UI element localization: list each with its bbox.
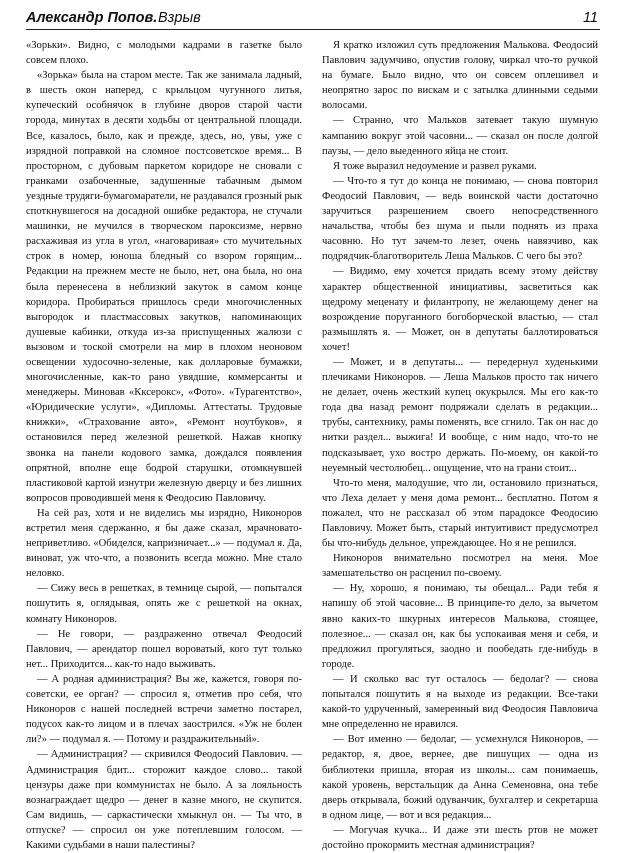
- left-column: [26, 38, 302, 851]
- paragraph: — Ну, хорошо, я понимаю, ты обещал... Ради тебя я напишу об этой часовне... В принципе-то дело, за вычетом явно каких-то шкурных интересов Малькова, стоящее, полезное... — сказал он, как бы успокаивая меня и себя, и предложил прогуляться, заодно и пообедать где-нибудь в городе.: [322, 583, 598, 670]
- paragraph: — Могучая кучка... И даже эти шесть ртов не может достойно прокормить местная администрация?: [322, 824, 598, 851]
- paragraph: — Что-то я тут до конца не понимаю, — снова повторил Феодосий Павлович, — ведь воинской части достаточно заручиться разрешением своего непосредственного начальства, чтобы без шума и пыли поднять из праха часовню. Но тут зачем-то лезет, очень навязчиво, как подрядчик-благотворитель Леша Мальков. С чего бы это?: [322, 175, 598, 263]
- paragraph: На сей раз, хотя и не виделись мы изрядно, Никоноров встретил меня сдержанно, я бы даже сказал, мрачновато-неприветливо. «Обиделся, капризничает...» — подумал я. Да, виноват, уж что-что, а позвонить всегда можно. Мне стало неловко.: [26, 507, 302, 580]
- header-rule: [26, 29, 600, 30]
- paragraph: — Сижу весь в решетках, в темнице сырой, — попытался пошутить я, оглядывая, опять же с решеткой на окнах, комнату Никоноров.: [26, 583, 302, 625]
- running-head-author: Александр Попов.: [26, 10, 158, 26]
- paragraph: Что-то меня, малодушие, что ли, остановило признаться, что Леха делает у меня дома ремонт... бесплатно. Потом я пожалел, что не рассказал об этом парадоксе Феодосию Павловичу. Может быть, старый интуитивист предусмотрел бы что-нибудь дельное, упреждающее. Но я не решился.: [322, 477, 598, 550]
- paragraph: «Зорьки». Видно, с молодыми кадрами в газетке было совсем плохо.: [26, 40, 302, 67]
- paragraph: «Зорька» была на старом месте. Так же занимала ладный, в шесть окон наперед, с крыльцом чугунного литья, купеческий особнячок в глубине дворов старой части города, минутах в десяти ходьбы от центральной площади. Все, казалось, было, как и прежде, здесь, но, увы, уже с изрядной поправкой на сломное постсоветское время... В просторном, с дубовым паркетом коридоре не сновали с гранками озабоченные, задушенные табачным дымом уездные трудяги-бумагомаратели, не раздавался грозный рык споткнувшегося на досадной ошибке редактора, не стучали машинки, не мучился в творческом пароксизме, нервно расхаживая из угла в угол, «наговаривая» сто мучительных строк в номер, юноша бледный со взором горящим... Редакции на прежнем месте не было, нет, она была, но она была перенесена в неблизкий закуток в самом конце коридора. Пробираться пришлось среди многочисленных выгородок и пластмассовых закутков, напоминающих душевые кабинки, откуда из-за приспущенных жалюзи с вызовом и тоской смотрели на мир в плохом неоновом освещении худосочно-зеленые, как долларовые бумажки, многочисленные, как-то рано увядшие, коммерсанты и менеджеры. Миновав «Кксерокс», «Фото». «Турагентство», «Юридические услуги», «Дипломы. Аттестаты. Трудовые книжки», «Страхование авто», «Ремонт ноутбуков», я остановился перед железной решеткой. Нажав кнопку звонка на панели кодового замка, дождался появления опрятной, вполне еще бодрой старушки, отомкнувшей пластиковой картой изнутри железную дверцу и без лишних вопросов проводившей меня к Феодосию Павловичу.: [26, 70, 302, 504]
- paragraph: — И сколько вас тут осталось — бедолаг? — снова попытался пошутить я на выходе из редакции. Все-таки какой-то удрученный, замеренный вид Феодосия Павловича мне определенно не нравился.: [322, 673, 598, 731]
- running-head-title: Взрыв: [158, 10, 201, 26]
- right-column: [322, 38, 598, 851]
- page-header: [26, 6, 600, 30]
- paragraph: Я тоже выразил недоумение и развел руками.: [333, 160, 537, 172]
- paragraph: — Администрация? — скривился Феодосий Павлович. — Администрация бдит... сторожит каждое слово... такой цензуры даже при коммунистах не было. А за лояльность вознаграждает щедро — денег в казне много, не скупится. Сам видишь, — саркастически хмыкнул он. — Ты что, в отпуске? — спросил он уже потеплевшим голосом. — Какими судьбами в наши палестины?: [26, 749, 302, 851]
- paragraph: — Странно, что Мальков затевает такую шумную кампанию вокруг этой часовни... — сказал он после долгой паузы, — дело выеденного яйца не стоит.: [322, 115, 598, 157]
- paragraph: — Может, и в депутаты... — передернул худенькими плечиками Никоноров. — Леша Мальков просто так ничего не делает, очень жесткий купец окукрылся. Мы его как-то года два назад ремонт подряжали сделать в редакции... трубы, сантехнику, рамы поменять, все сгнило. Так он нас до нитки раздел... выжига! И вообще, с ним надо, что-то не подсказывает, ухо востро держать. По-моему, он какой-то неуемный честолюбец... ощущение, что на грани стоит...: [322, 356, 598, 474]
- page-number: 11: [582, 10, 598, 26]
- paragraph: — Вот именно — бедолаг, — усмехнулся Никоноров, — редактор, я, двое, вернее, две пишущих — одна из библиотеки пришла, вторая из школы... сам понимаешь, какой уровень, верстальщик да Анна Семеновна, она тебе дверь открывала, божий одуванчик, бухгалтер и секретарша в одном лице, — вот и вся редакция...: [322, 734, 598, 821]
- paragraph: — Видимо, ему хочется придать всему этому действу характер общественной инициативы, засветиться как щедрому меценату и филантропу, не желающему денег на возрождение поруганного богоборческой властью, — стал размышлять я. — Может, он в депутаты баллотироваться хочет!: [322, 266, 598, 353]
- paragraph: — А родная администрация? Вы же, кажется, говоря по-советски, ее орган? — спросил я, отметив про себя, что Никоноров с нашей последней встречи заметно постарел, подусох как-то лицом и в плечах заострился. «Уж не болен ли?» — подумал я. — Потому и раздражительный».: [26, 673, 302, 746]
- paragraph: — Не говори, — раздраженно отвечал Феодосий Павлович, — арендатор пошел вороватый, кого тут только нет... Приходится... как-то надо выживать.: [26, 628, 302, 670]
- paragraph: Я кратко изложил суть предложения Малькова. Феодосий Павлович задумчиво, опустив голову, чиркал что-то ручкой на бумаге. Было видно, что он совсем оплешивел и неопрятно зарос по вискам и с затылка длинными седыми волосами.: [322, 40, 598, 112]
- paragraph: Никоноров внимательно посмотрел на меня. Мое замешательство он расценил по-своему.: [322, 553, 598, 580]
